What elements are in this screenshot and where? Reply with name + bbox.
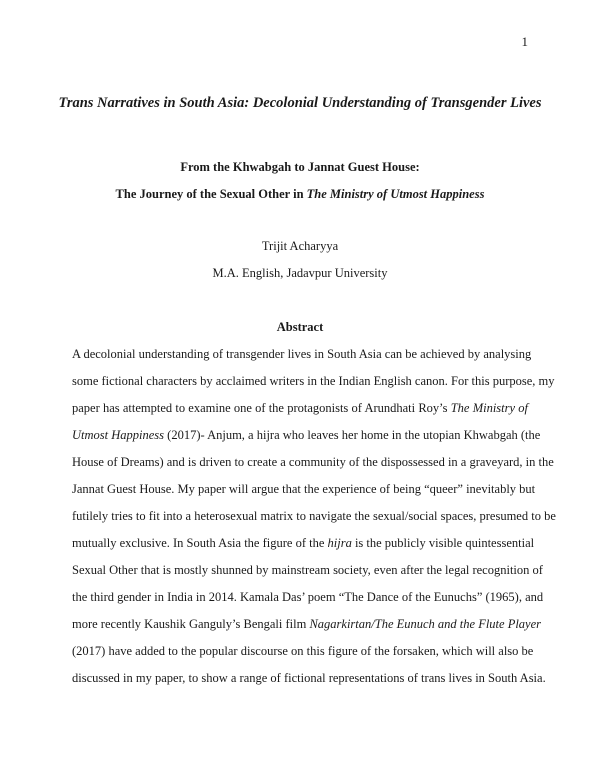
abstract-line: [72, 373, 555, 400]
abstract-italic-text: Utmost Happiness: [72, 428, 165, 442]
abstract-text: A decolonial understanding of transgender lives in South Asia can be achieved by analysing: [72, 347, 532, 361]
abstract-text: some fictional characters by acclaimed writers in the Indian English canon. For this purpose, my: [72, 374, 555, 388]
abstract-line: [72, 481, 536, 508]
paper-title-prefix: The Journey of the Sexual Other in: [115, 187, 307, 201]
abstract-line: [72, 535, 535, 562]
paper-title-line-2: [0, 186, 600, 202]
abstract-text: the third gender in India in 2014. Kamala Das’ poem “The Dance of the Eunuchs” (1965), and: [72, 590, 544, 604]
abstract-italic-text: Nagarkirtan/The Eunuch and the Flute Player: [309, 617, 542, 631]
abstract-line: [72, 508, 556, 535]
abstract-line: [72, 643, 534, 670]
abstract-text: paper has attempted to examine one of the protagonists of Arundhati Roy’s: [72, 401, 451, 415]
abstract-line: [72, 562, 543, 589]
abstract-body: [72, 346, 556, 697]
abstract-heading: Abstract: [276, 320, 324, 334]
series-title: Trans Narratives in South Asia: Decolonial Understanding of Transgender Lives: [58, 95, 542, 111]
abstract-line: [72, 400, 528, 427]
abstract-text: mutually exclusive. In South Asia the figure of the: [72, 536, 328, 550]
abstract-text: more recently Kaushik Ganguly’s Bengali film: [72, 617, 310, 631]
abstract-line: [72, 346, 532, 373]
abstract-line: [72, 616, 542, 643]
abstract-text: discussed in my paper, to show a range of fictional representations of trans lives in South Asia.: [72, 671, 546, 685]
book-title: The Ministry of Utmost Happiness: [306, 187, 485, 201]
abstract-line: [72, 670, 546, 697]
abstract-text: Sexual Other that is mostly shunned by mainstream society, even after the legal recognition of: [72, 563, 543, 577]
abstract-line: [72, 427, 541, 454]
paper-title-line-1: From the Khwabgah to Jannat Guest House:: [180, 160, 420, 174]
abstract-text: Jannat Guest House. My paper will argue that the experience of being “queer” inevitably but: [72, 482, 536, 496]
abstract-text: (2017)- Anjum, a hijra who leaves her home in the utopian Khwabgah (the: [164, 428, 541, 442]
abstract-text: is the publicly visible quintessential: [351, 536, 535, 550]
author-name: Trijit Acharyya: [261, 239, 339, 253]
abstract-text: (2017) have added to the popular discourse on this figure of the forsaken, which will also be: [72, 644, 534, 658]
abstract-line: [72, 589, 544, 616]
abstract-italic-text: hijra: [327, 536, 352, 550]
author-affiliation: M.A. English, Jadavpur University: [212, 266, 388, 280]
abstract-line: [72, 454, 554, 481]
abstract-text: futilely tries to fit into a heterosexual matrix to navigate the sexual/social spaces, presumed to be: [72, 509, 556, 523]
abstract-italic-text: The Ministry of: [450, 401, 528, 415]
abstract-text: House of Dreams) and is driven to create a community of the dispossessed in a graveyard, in the: [72, 455, 554, 469]
page-number: 1: [521, 34, 528, 49]
